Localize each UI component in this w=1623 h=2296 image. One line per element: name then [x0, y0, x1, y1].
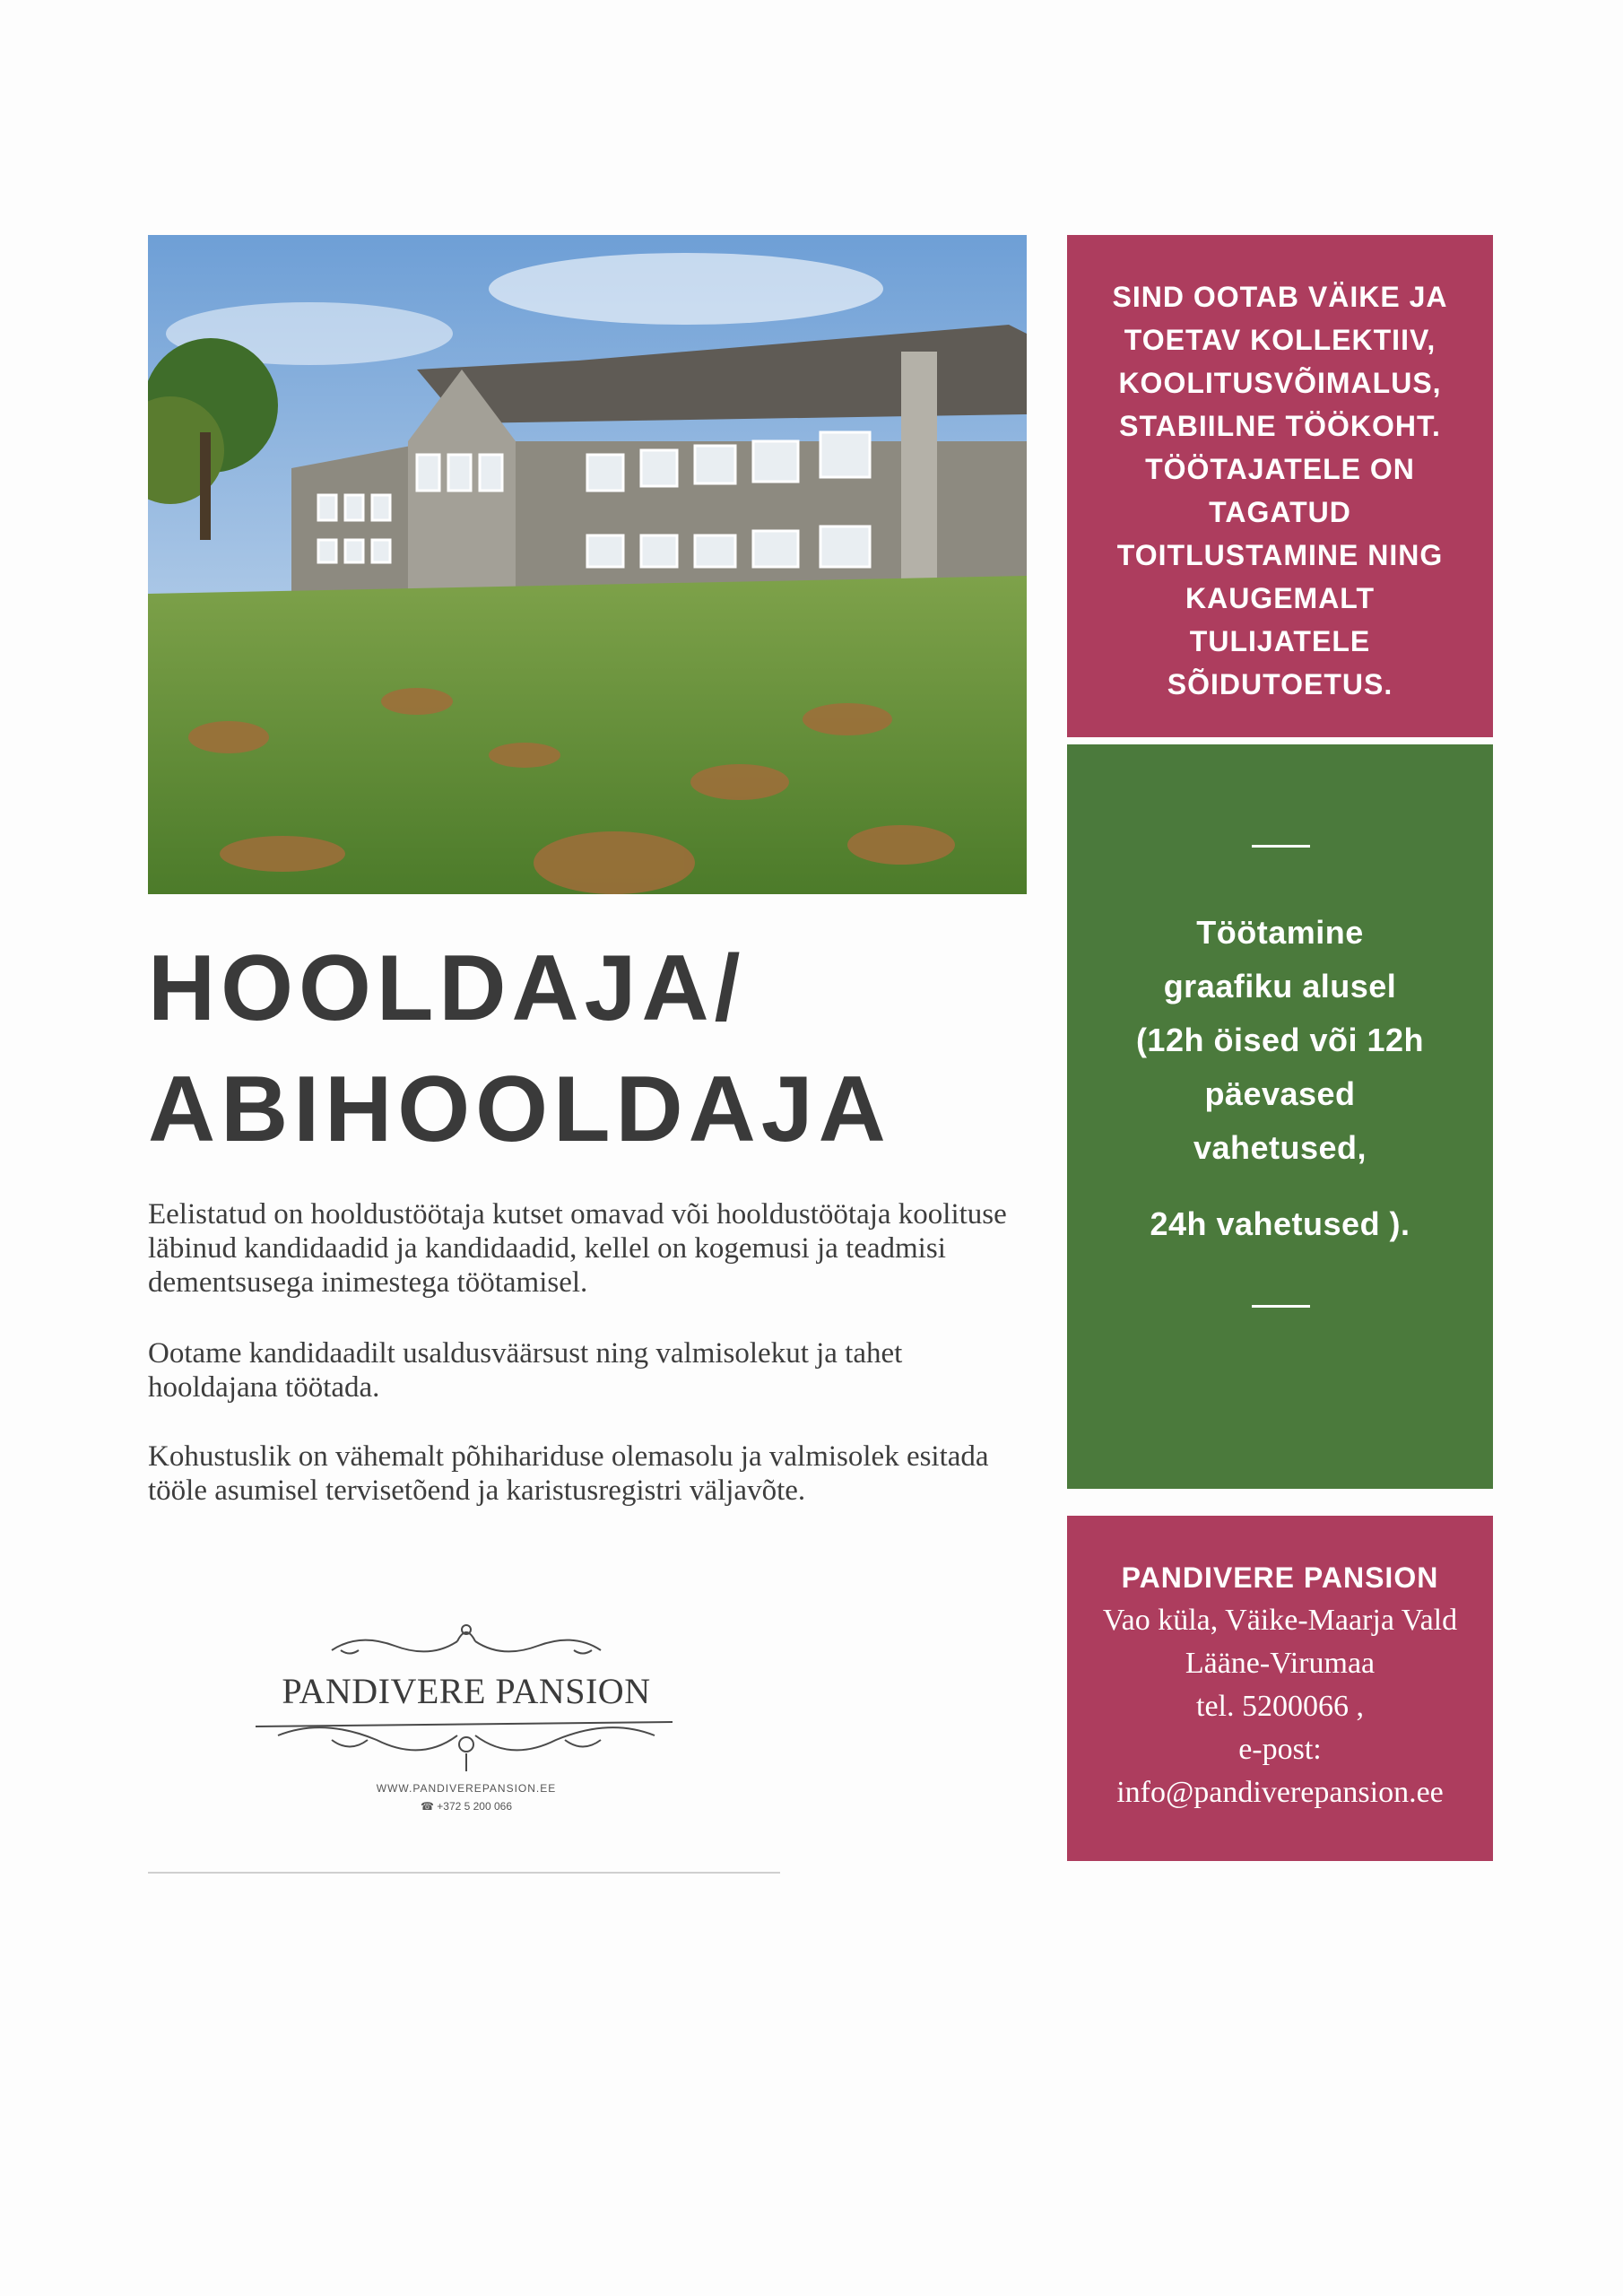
requirements-paragraph-1: Eelistatud on hooldustöötaja kutset omavad või hooldustöötaja koolituse läbinud kandidaadid ja kandidaadid, kellel on kogemusi ja teadmisi dementsusega inimestega töötamisel.	[148, 1198, 1007, 1299]
benefits-line: KOOLITUSVÕIMALUS,	[1118, 367, 1442, 399]
schedule-line: päevased	[1204, 1075, 1356, 1112]
benefits-line: TAGATUD	[1209, 496, 1351, 528]
logo-website: WWW.PANDIVEREPANSION.EE	[376, 1782, 557, 1795]
logo-phone-number: +372 5 200 066	[437, 1800, 513, 1813]
contact-address-1: Vao küla, Väike-Maarja Vald	[1102, 1604, 1458, 1637]
title-line-1: HOOLDAJA/	[148, 936, 746, 1040]
building-photo	[148, 235, 1027, 894]
logo-name: PANDIVERE PANSION	[282, 1671, 651, 1711]
logo-phone: ☎ +372 5 200 066	[420, 1800, 513, 1813]
requirements-paragraph-3: Kohustuslik on vähemalt põhihariduse olemasolu ja valmisolek esitada tööle asumisel tervisetõend ja karistusregistri väljavõte.	[148, 1440, 989, 1507]
schedule-line: Töötamine	[1196, 914, 1364, 951]
pansion-logo	[242, 1614, 690, 1848]
benefits-line: STABIILNE TÖÖKOHT.	[1119, 410, 1441, 442]
contact-address-2: Lääne-Virumaa	[1185, 1647, 1376, 1680]
contact-box	[1067, 1516, 1493, 1861]
schedule-box	[1067, 744, 1493, 1489]
benefits-box	[1067, 235, 1493, 737]
schedule-line: (12h öised või 12h	[1135, 1022, 1425, 1058]
title-line-2: ABIHOOLDAJA	[148, 1057, 891, 1161]
schedule-line: vahetused,	[1193, 1129, 1367, 1166]
requirements-paragraph-2: Ootame kandidaadilt usaldusväärsust ning valmisolekut ja tahet hooldajana töötada.	[148, 1337, 903, 1404]
benefits-line: TULIJATELE	[1189, 625, 1371, 657]
benefits-line: TOETAV KOLLEKTIIV,	[1124, 324, 1436, 356]
bottom-divider	[148, 1872, 780, 1874]
benefits-line: SÕIDUTOETUS.	[1167, 668, 1393, 700]
page-title	[148, 928, 1009, 1170]
schedule-line: graafiku alusel	[1163, 968, 1397, 1004]
ornament-bottom-icon	[251, 1713, 681, 1776]
ornament-top-icon	[323, 1619, 610, 1664]
contact-phone: tel. 5200066 ,	[1196, 1690, 1364, 1723]
schedule-last-line: 24h vahetused ).	[1150, 1205, 1410, 1242]
schedule-text	[1067, 906, 1493, 1175]
benefits-line: TOITLUSTAMINE NING	[1116, 539, 1444, 571]
divider-top	[1252, 845, 1310, 848]
benefits-line: TÖÖTAJATELE ON	[1145, 453, 1415, 485]
contact-email-label: e-post:	[1238, 1733, 1322, 1766]
contact-email[interactable]: info@pandiverepansion.ee	[1116, 1776, 1444, 1809]
contact-name: PANDIVERE PANSION	[1121, 1561, 1439, 1594]
benefits-line: SIND OOTAB VÄIKE JA	[1112, 281, 1448, 313]
divider-bottom	[1252, 1305, 1310, 1308]
benefits-line: KAUGEMALT	[1185, 582, 1376, 614]
